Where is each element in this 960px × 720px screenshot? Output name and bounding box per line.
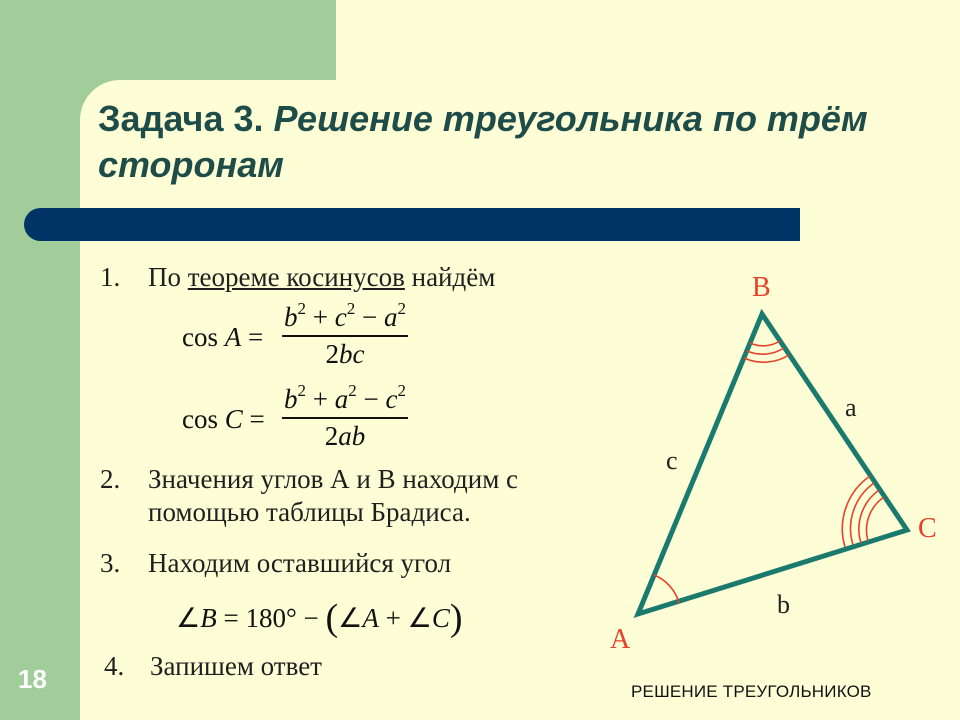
step-number: 2.: [100, 464, 121, 494]
formula-cos-c: cos C = $\frac{b^2 + a^2 - c^2}{2ab}$: [182, 381, 406, 451]
angle-c-arc-4: [842, 476, 870, 547]
step-4: 4. Запишем ответ: [104, 651, 322, 681]
step-3: 3. Находим оставшийся угол: [100, 548, 452, 578]
vertex-label-a: A: [610, 624, 631, 655]
angle-b-arc-3: [744, 355, 789, 362]
angle-b-arc-2: [747, 348, 784, 354]
cosine-theorem-link[interactable]: теореме косинусов: [187, 262, 405, 292]
step-number: 3.: [100, 548, 121, 578]
step-number: 4.: [104, 651, 125, 681]
step-1: 1. По теореме косинусов найдём: [100, 262, 496, 292]
side-label-c: c: [666, 446, 678, 475]
vertex-label-b: B: [752, 272, 771, 303]
formula-angle-b: ∠B = 180° − (∠A + ∠C): [176, 597, 463, 639]
page-number: 18: [18, 664, 47, 694]
side-label-b: b: [777, 590, 790, 619]
angle-c-arc-1: [866, 497, 884, 541]
formula-cos-a: cos A = $\frac{b^2 + c^2 - a^2}{2bc}$: [182, 299, 406, 369]
triangle-edges: [638, 314, 907, 614]
vertex-label-c: C: [918, 513, 937, 544]
footer-text: РЕШЕНИЕ ТРЕУГОЛЬНИКОВ: [631, 682, 872, 701]
step-number: 1.: [100, 262, 121, 292]
angle-a-arc: [654, 575, 679, 603]
slide-title: Задача 3. Решение треугольника по трём сторонам: [98, 98, 868, 185]
step-2: 2. Значения углов А и В находим с помощью таблицы Брадиса.: [100, 464, 519, 527]
side-label-a: a: [845, 393, 857, 422]
angle-b-arc-1: [750, 341, 780, 346]
